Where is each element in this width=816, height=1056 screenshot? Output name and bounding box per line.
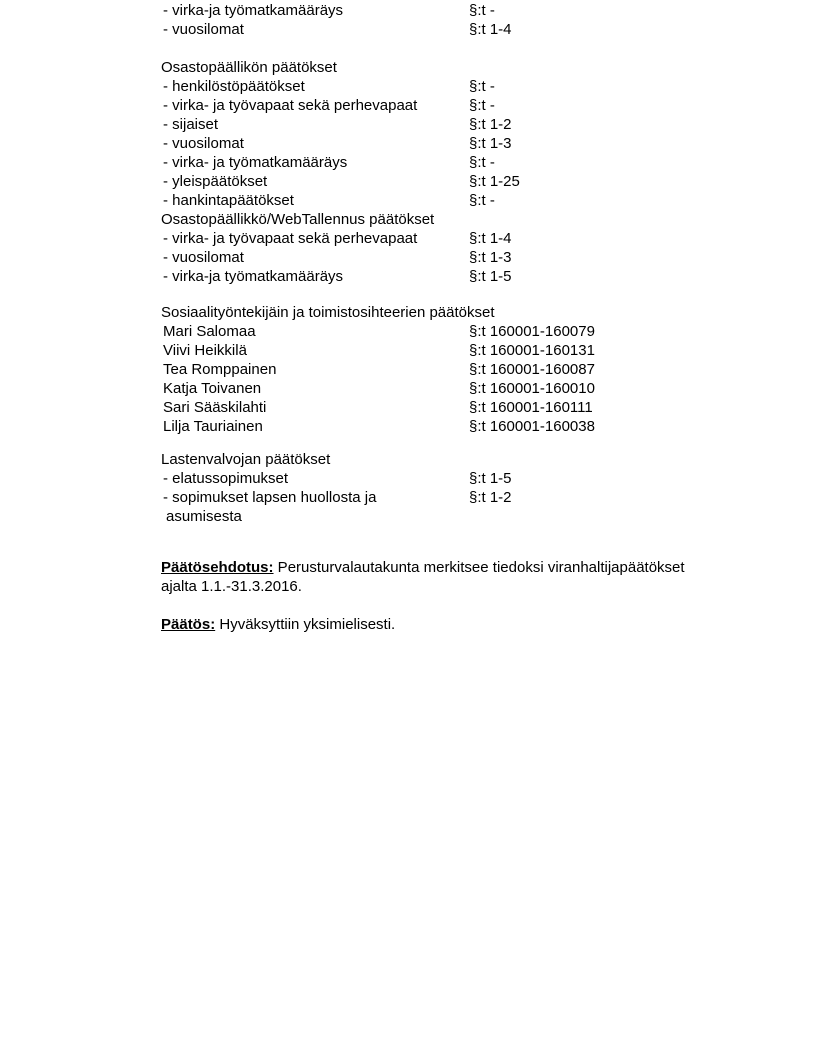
section-osastopaallikko-webtallennus-paatokset-heading: Osastopäällikkö/WebTallennus päätökset [161, 211, 435, 228]
section-osastopaallikon-paatokset [161, 58, 781, 210]
item-section-numbers: §:t - [469, 97, 495, 114]
decision-result-paragraph [161, 615, 781, 634]
item-label: - vuosilomat [163, 135, 244, 152]
list-item [161, 172, 781, 191]
item-section-numbers: §:t 160001-160087 [469, 361, 595, 378]
item-section-numbers: §:t 1-3 [469, 249, 512, 266]
item-section-numbers: §:t - [469, 2, 495, 19]
list-item [161, 341, 781, 360]
list-item [161, 115, 781, 134]
list-item [161, 248, 781, 267]
item-section-numbers: §:t - [469, 154, 495, 171]
item-label: - virka- ja työmatkamääräys [163, 154, 348, 171]
item-label: - virka- ja työvapaat sekä perhevapaat [163, 230, 418, 247]
list-item [161, 96, 781, 115]
item-section-numbers: §:t 1-4 [469, 21, 512, 38]
item-label: Sari Sääskilahti [163, 399, 267, 416]
decision-sections [161, 1, 781, 526]
item-label: - hankintapäätökset [163, 192, 294, 209]
list-item [161, 229, 781, 248]
section-lastenvalvojan-paatokset-heading: Lastenvalvojan päätökset [161, 451, 331, 468]
list-item [161, 267, 781, 286]
item-label: - vuosilomat [163, 21, 244, 38]
item-section-numbers: §:t 160001-160079 [469, 323, 595, 340]
list-item [161, 507, 781, 526]
item-section-numbers: §:t 1-5 [469, 470, 512, 487]
item-section-numbers: §:t 160001-160038 [469, 418, 595, 435]
decision-result-label: Päätös: [161, 616, 216, 633]
decision-proposal-text-line1: Perusturvalautakunta merkitsee tiedoksi viranhaltijapäätökset [273, 559, 685, 576]
decision-result-text: Hyväksyttiin yksimielisesti. [215, 616, 396, 633]
section-osastopaallikon-paatokset-heading: Osastopäällikön päätökset [161, 59, 337, 76]
list-item [161, 360, 781, 379]
item-label: - elatussopimukset [163, 470, 289, 487]
item-label: Viivi Heikkilä [163, 342, 247, 359]
item-label: - henkilöstöpäätökset [163, 78, 305, 95]
item-section-numbers: §:t 160001-160010 [469, 380, 595, 397]
list-item [161, 153, 781, 172]
list-item [161, 469, 781, 488]
item-label: - virka-ja työmatkamääräys [163, 2, 344, 19]
item-label: - yleispäätökset [163, 173, 268, 190]
item-section-numbers: §:t 1-3 [469, 135, 512, 152]
list-item [161, 398, 781, 417]
item-section-numbers: §:t 160001-160111 [469, 399, 593, 416]
list-item [161, 488, 781, 507]
item-section-numbers: §:t - [469, 192, 495, 209]
item-label: - sopimukset lapsen huollosta ja [163, 489, 377, 506]
item-label: - sijaiset [163, 116, 219, 133]
decision-proposal-label: Päätösehdotus: [161, 559, 274, 576]
item-label: Mari Salomaa [163, 323, 256, 340]
item-section-numbers: §:t 1-4 [469, 230, 512, 247]
list-item [161, 417, 781, 436]
section-lastenvalvojan-paatokset [161, 450, 781, 526]
item-label: Katja Toivanen [163, 380, 262, 397]
item-section-numbers: §:t 1-5 [469, 268, 512, 285]
item-section-numbers: §:t 1-2 [469, 116, 512, 133]
item-label: - virka-ja työmatkamääräys [163, 268, 344, 285]
section-continuation [161, 1, 781, 39]
item-section-numbers: §:t 160001-160131 [469, 342, 595, 359]
section-osastopaallikko-webtallennus-paatokset [161, 210, 781, 286]
document-page-content [161, 1, 781, 634]
list-item [161, 1, 781, 20]
item-section-numbers: §:t - [469, 78, 495, 95]
list-item [161, 191, 781, 210]
item-label: Lilja Tauriainen [163, 418, 263, 435]
item-label: - virka- ja työvapaat sekä perhevapaat [163, 97, 418, 114]
list-item [161, 322, 781, 341]
item-section-numbers: §:t 1-25 [469, 173, 520, 190]
section-sosiaalityontekijain-paatokset [161, 303, 781, 436]
section-sosiaalityontekijain-paatokset-heading: Sosiaalityöntekijäin ja toimistosihteerien päätökset [161, 304, 495, 321]
item-label: Tea Romppainen [163, 361, 277, 378]
item-label: asumisesta [166, 508, 242, 525]
list-item [161, 77, 781, 96]
decision-proposal-paragraph [161, 558, 781, 596]
item-section-numbers: §:t 1-2 [469, 489, 512, 506]
item-label: - vuosilomat [163, 249, 244, 266]
decision-proposal-text-line2: ajalta 1.1.-31.3.2016. [161, 578, 302, 595]
list-item [161, 20, 781, 39]
list-item [161, 134, 781, 153]
list-item [161, 379, 781, 398]
